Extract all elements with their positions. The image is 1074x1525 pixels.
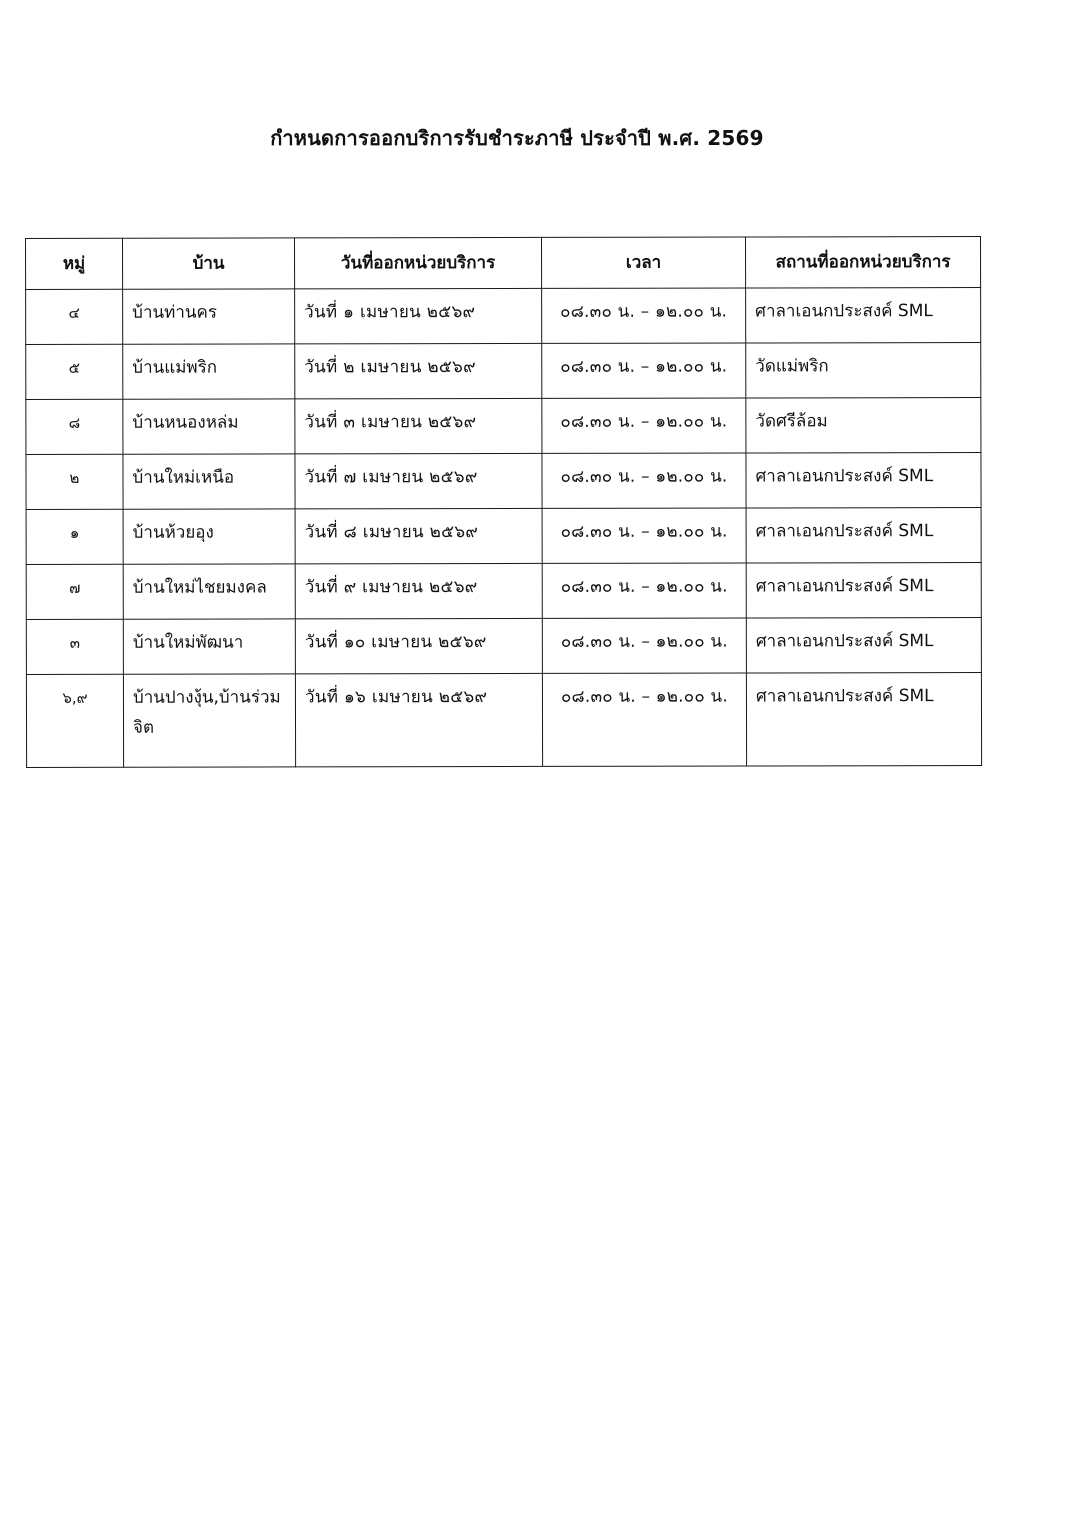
service-schedule-table (25, 236, 982, 768)
cell-date: วันที่ ๑ เมษายน ๒๕๖๙ (295, 288, 542, 344)
cell-time: ๐๘.๓๐ น. – ๑๒.๐๐ น. (542, 453, 746, 508)
table-row (26, 507, 981, 564)
cell-time: ๐๘.๓๐ น. – ๑๒.๐๐ น. (542, 563, 746, 618)
cell-date: วันที่ ๓ เมษายน ๒๕๖๙ (295, 398, 542, 454)
cell-village: บ้านใหม่ไชยมงคล (123, 564, 295, 619)
cell-place: ศาลาเอนกประสงค์ SML (746, 672, 981, 765)
cell-time: ๐๘.๓๐ น. – ๑๒.๐๐ น. (542, 343, 746, 398)
cell-date: วันที่ ๑๖ เมษายน ๒๕๖๙ (295, 673, 542, 767)
header-moo: หมู่ (26, 238, 123, 289)
cell-date: วันที่ ๒ เมษายน ๒๕๖๙ (295, 343, 542, 399)
cell-date: วันที่ ๗ เมษายน ๒๕๖๙ (295, 453, 542, 509)
cell-village: บ้านใหม่พัฒนา (123, 619, 295, 674)
cell-place: ศาลาเอนกประสงค์ SML (746, 452, 981, 507)
cell-time: ๐๘.๓๐ น. – ๑๒.๐๐ น. (542, 673, 746, 766)
header-place: สถานที่ออกหน่วยบริการ (745, 236, 980, 287)
cell-moo: ๑ (26, 509, 123, 564)
header-time: เวลา (541, 237, 745, 288)
cell-place: ศาลาเอนกประสงค์ SML (746, 507, 981, 562)
cell-village: บ้านท่านคร (123, 289, 295, 344)
cell-place: ศาลาเอนกประสงค์ SML (746, 562, 981, 617)
table-row (26, 452, 981, 509)
table-row (26, 342, 981, 399)
table-row (26, 617, 981, 674)
cell-moo: ๓ (26, 619, 123, 674)
cell-date: วันที่ ๑๐ เมษายน ๒๕๖๙ (295, 618, 542, 674)
cell-date: วันที่ ๘ เมษายน ๒๕๖๙ (295, 508, 542, 564)
table-row (26, 672, 981, 767)
cell-moo: ๘ (26, 399, 123, 454)
table-row (26, 562, 981, 619)
cell-place: ศาลาเอนกประสงค์ SML (746, 287, 981, 342)
cell-village: บ้านปางงุ้น,บ้านร่วมจิต (123, 674, 295, 767)
cell-place: วัดแม่พริก (746, 342, 981, 397)
header-date: วันที่ออกหน่วยบริการ (295, 237, 542, 289)
table-row (26, 397, 981, 454)
cell-time: ๐๘.๓๐ น. – ๑๒.๐๐ น. (542, 288, 746, 343)
cell-village: บ้านหนองหล่ม (123, 399, 295, 454)
cell-moo: ๔ (26, 289, 123, 344)
cell-place: วัดศรีล้อม (746, 397, 981, 452)
cell-village: บ้านห้วยอุง (123, 509, 295, 564)
cell-moo: ๕ (26, 344, 123, 399)
cell-place: ศาลาเอนกประสงค์ SML (746, 617, 981, 672)
cell-date: วันที่ ๙ เมษายน ๒๕๖๙ (295, 563, 542, 619)
cell-moo: ๗ (26, 564, 123, 619)
cell-time: ๐๘.๓๐ น. – ๑๒.๐๐ น. (542, 618, 746, 673)
header-village: บ้าน (123, 238, 295, 289)
cell-time: ๐๘.๓๐ น. – ๑๒.๐๐ น. (542, 508, 746, 563)
cell-time: ๐๘.๓๐ น. – ๑๒.๐๐ น. (542, 398, 746, 453)
table-row (26, 287, 981, 344)
cell-village: บ้านแม่พริก (123, 344, 295, 399)
cell-moo: ๖,๙ (26, 674, 123, 767)
document-title: กำหนดการออกบริการรับชำระภาษี ประจำปี พ.ศ. 2569 (270, 126, 764, 150)
table-header-row (26, 236, 981, 289)
cell-moo: ๒ (26, 454, 123, 509)
cell-village: บ้านใหม่เหนือ (123, 454, 295, 509)
